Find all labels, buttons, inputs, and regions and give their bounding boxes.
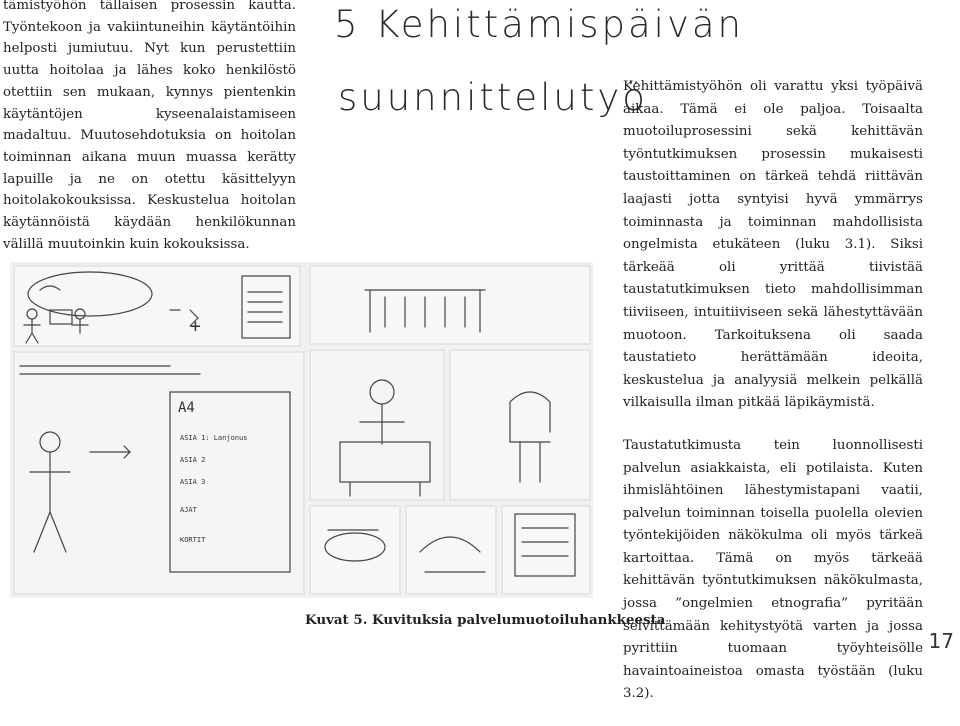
plus-mark: + (190, 316, 201, 337)
kortit-label: KORTIT (180, 536, 206, 544)
sketch-collage-image (10, 262, 593, 598)
asia3-label: ASIA 3 (180, 478, 206, 486)
left-paragraph: tämistyöhön tällaisen prosessin kautta. Työntekoon ja vakiintuneihin käytäntöihin helposti jumiutuu. Nyt kun perustettiin uutta hoitolaa ja lähes koko henkilöstö otettiin sen mukaan, kynnys pientenkin käytäntöjen kyseenalaistamiseen madaltuu. Muutosehdotuksia on hoitolan toiminnan aikana muun muassa kerätty lapuille ja ne on otettu käsittelyyn hoitolakokouksissa. Keskustelua hoitolan käytännöistä käydään henkilökunnan välillä muutoinkin kuin kokouksissa. (3, 0, 296, 252)
ajat-label: AJAT (180, 506, 197, 514)
right-paragraph-1: Kehittämistyöhön oli varattu yksi työpäivä aikaa. Tämä ei ole paljoa. Toisaalta muotoiluprosessini sekä kehittävän työntutkimuksen prosessin mukaisesti taustoittaminen on tärkeä tehdä riittävän laajasti jotta syntyisi hyvä ymmärrys toiminnasta ja toiminnan mahdollisista ongelmista etukäteen (luku 3.1). Siksi tärkeää oli yrittää tiivistää taustatutkimuksen tieto mahdollisimman tiiviiseen, intuitiiviseen sekä lähestyttävään muotoon. Tarkoituksena oli saada taustatieto herättämään ideoita, keskustelua ja analyysiä melkein pelkällä vilkaisulla ilman pitkää läpikäymistä. (623, 79, 923, 411)
heading-line-2: suunnittelutyö (338, 76, 648, 119)
left-text-column (3, 0, 296, 255)
asia1-label: ASIA 1: Lanjonus (180, 434, 248, 442)
heading-line-1: 5 Kehittämispäivän (334, 3, 744, 46)
right-paragraph-2: Taustatutkimusta tein luonnollisesti palvelun asiakkaista, eli potilaista. Kuten ihmislähtöinen lähestymistapani vaatii, palvelun toiminnan toisella puolella olevien työntekijöiden näkökulma oli myös tärkeä kartoittaa. Tämä on myös tärkeää kehittävän työntutkimuksen näkökulmasta, jossa ”ongelmien etnografia” pyritään selvittämään kehitystyötä varten ja jossa pyrittiin tuomaan työyhteisölle havaintoaineistoa omasta työstään (luku 3.2). (623, 437, 923, 702)
right-text-column (623, 76, 923, 726)
figure-caption: Kuvat 5. Kuvituksia palvelumuotoiluhankkeesta (305, 612, 666, 628)
sketch-drawing (10, 262, 593, 598)
a4-label: A4 (178, 400, 195, 416)
page-number: 17 (928, 629, 954, 653)
asia2-label: ASIA 2 (180, 456, 206, 464)
